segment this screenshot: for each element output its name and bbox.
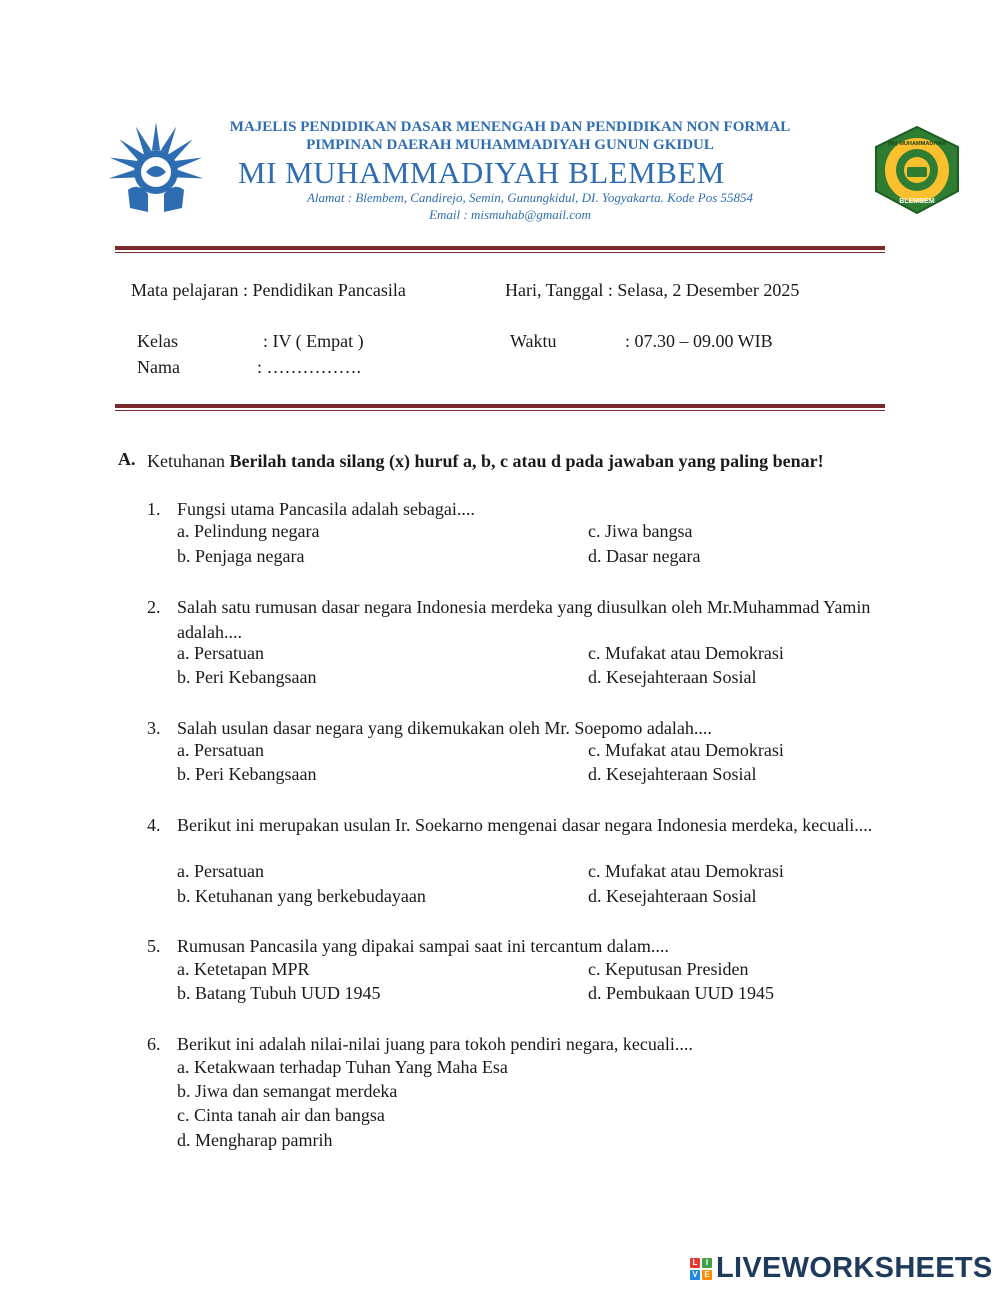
option-d[interactable]: d. Dasar negara bbox=[588, 546, 701, 566]
option-c[interactable]: c. Mufakat atau Demokrasi bbox=[588, 740, 784, 760]
option-c[interactable]: c. Keputusan Presiden bbox=[588, 959, 749, 979]
option-a[interactable]: a. Persatuan bbox=[177, 643, 264, 663]
option-b[interactable]: b. Batang Tubuh UUD 1945 bbox=[177, 983, 381, 1003]
option-d[interactable]: d. Mengharap pamrih bbox=[177, 1130, 333, 1150]
option-a[interactable]: a. Ketakwaan terhadap Tuhan Yang Maha Esa bbox=[177, 1057, 508, 1077]
header-regional-line: PIMPINAN DAERAH MUHAMMADIYAH GUNUN GKIDUL bbox=[306, 137, 714, 153]
question-number: 3. bbox=[147, 718, 161, 738]
question-number: 2. bbox=[147, 597, 161, 617]
school-email: Email : mismuhab@gmail.com bbox=[429, 207, 591, 222]
option-c[interactable]: c. Cinta tanah air dan bangsa bbox=[177, 1105, 385, 1125]
question-number: 6. bbox=[147, 1034, 161, 1054]
option-d[interactable]: d. Kesejahteraan Sosial bbox=[588, 667, 757, 687]
subject-line: Mata pelajaran : Pendidikan Pancasila bbox=[131, 280, 406, 300]
time-value: : 07.30 – 09.00 WIB bbox=[625, 331, 773, 351]
school-name-title: MI MUHAMMADIYAH BLEMBEM bbox=[238, 155, 725, 190]
logo-letter-v: V bbox=[690, 1270, 700, 1280]
header-divider-bottom bbox=[115, 404, 885, 411]
option-b[interactable]: b. Jiwa dan semangat merdeka bbox=[177, 1081, 398, 1101]
liveworksheets-logo-icon bbox=[690, 1258, 712, 1280]
logo-letter-l: L bbox=[690, 1258, 700, 1268]
school-address: Alamat : Blembem, Candirejo, Semin, Gunungkidul, DI. Yogyakarta. Kode Pos 55854 bbox=[306, 190, 754, 205]
option-d[interactable]: d. Kesejahteraan Sosial bbox=[588, 886, 757, 906]
option-b[interactable]: b. Peri Kebangsaan bbox=[177, 764, 317, 784]
header-divider-top bbox=[115, 246, 885, 253]
section-prefix: Ketuhanan bbox=[147, 451, 230, 471]
liveworksheets-watermark[interactable] bbox=[690, 1252, 993, 1285]
liveworksheets-wordmark: LIVEWORKSHEETS bbox=[716, 1252, 993, 1284]
time-label: Waktu bbox=[510, 331, 557, 351]
question-number: 5. bbox=[147, 936, 161, 956]
option-c[interactable]: c. Jiwa bangsa bbox=[588, 521, 693, 541]
date-line: Hari, Tanggal : Selasa, 2 Desember 2025 bbox=[505, 280, 800, 300]
question-stem: Berikut ini adalah nilai-nilai juang para tokoh pendiri negara, kecuali.... bbox=[177, 1034, 693, 1054]
option-a[interactable]: a. Pelindung negara bbox=[177, 521, 320, 541]
section-instruction-bold: Berilah tanda silang (x) huruf a, b, c atau d pada jawaban yang paling benar! bbox=[229, 451, 824, 471]
option-a[interactable]: a. Persatuan bbox=[177, 861, 264, 881]
name-value-blank[interactable]: : ……………. bbox=[257, 357, 362, 377]
option-b[interactable]: b. Penjaga negara bbox=[177, 546, 305, 566]
class-value: : IV ( Empat ) bbox=[263, 331, 364, 351]
option-c[interactable]: c. Mufakat atau Demokrasi bbox=[588, 861, 784, 881]
question-stem: Salah usulan dasar negara yang dikemukakan oleh Mr. Soepomo adalah.... bbox=[177, 718, 712, 738]
option-b[interactable]: b. Peri Kebangsaan bbox=[177, 667, 317, 687]
school-badge-logo bbox=[874, 125, 960, 215]
option-d[interactable]: d. Kesejahteraan Sosial bbox=[588, 764, 757, 784]
question-stem: Rumusan Pancasila yang dipakai sampai saat ini tercantum dalam.... bbox=[177, 936, 669, 956]
class-label: Kelas bbox=[137, 331, 178, 351]
option-b[interactable]: b. Ketuhanan yang berkebudayaan bbox=[177, 886, 426, 906]
header-council-line: MAJELIS PENDIDIKAN DASAR MENENGAH DAN PENDIDIKAN NON FORMAL bbox=[229, 119, 791, 135]
badge-bottom-text: BLEMBEM bbox=[899, 198, 935, 205]
option-c[interactable]: c. Mufakat atau Demokrasi bbox=[588, 643, 784, 663]
question-stem: Berikut ini merupakan usulan Ir. Soekarno mengenai dasar negara Indonesia merdeka, kecuali.... bbox=[177, 815, 873, 835]
option-d[interactable]: d. Pembukaan UUD 1945 bbox=[588, 983, 774, 1003]
name-label: Nama bbox=[137, 357, 180, 377]
question-number: 4. bbox=[147, 815, 161, 835]
school-badge-icon bbox=[874, 125, 960, 215]
question-stem: Fungsi utama Pancasila adalah sebagai.... bbox=[177, 499, 475, 519]
question-number: 1. bbox=[147, 499, 161, 519]
question-stem: Salah satu rumusan dasar negara Indonesia merdeka yang diusulkan oleh Mr.Muhammad Yamin adalah.... bbox=[177, 597, 871, 642]
logo-letter-e: E bbox=[702, 1270, 712, 1280]
section-letter: A. bbox=[118, 449, 136, 469]
section-instruction bbox=[147, 449, 847, 473]
option-a[interactable]: a. Ketetapan MPR bbox=[177, 959, 310, 979]
option-a[interactable]: a. Persatuan bbox=[177, 740, 264, 760]
logo-letter-i: I bbox=[702, 1258, 712, 1268]
badge-top-text: (MI) MUHAMMADIYAH bbox=[887, 141, 947, 147]
